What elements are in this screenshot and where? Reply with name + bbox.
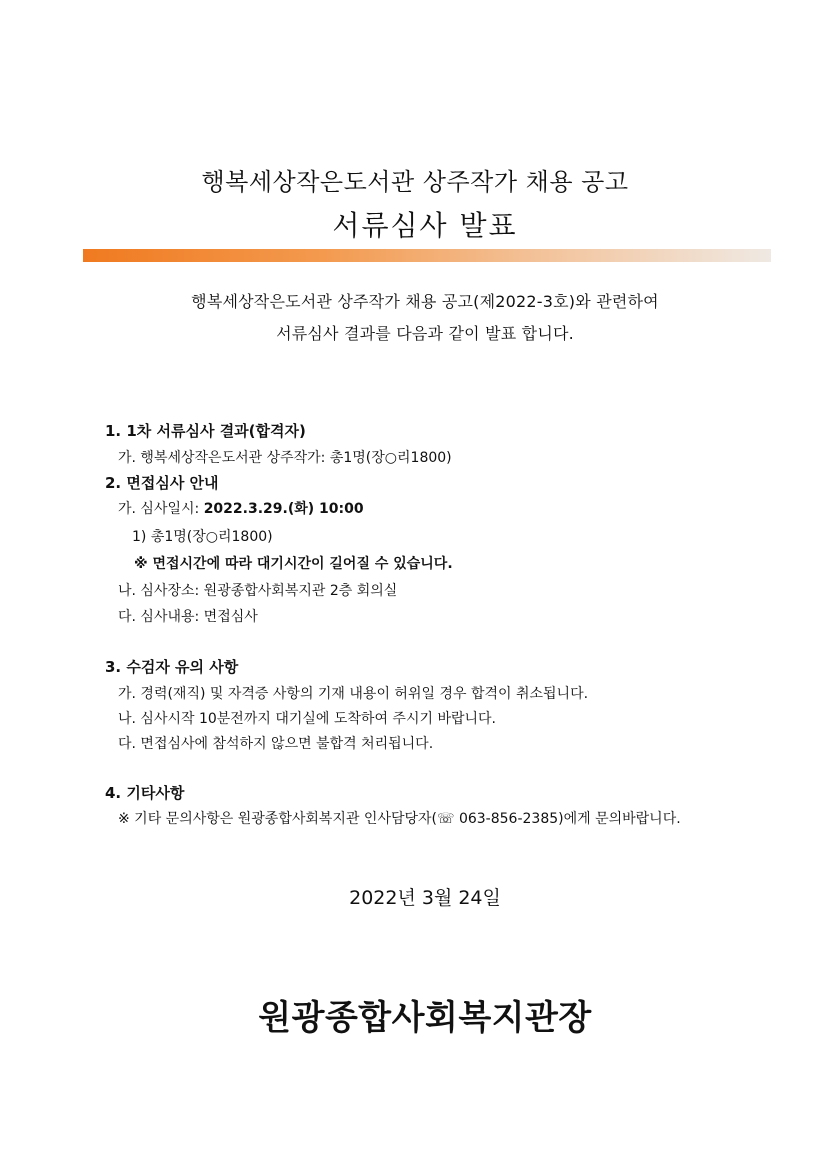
section-1-heading: 1. 1차 서류심사 결과(합격자) (105, 422, 306, 440)
page-subtitle: 서류심사 발표 (332, 209, 518, 242)
section-3-item-na: 나. 심사시작 10분전까지 대기실에 도착하여 주시기 바랍니다. (118, 711, 496, 727)
announcement-date: 2022년 3월 24일 (349, 887, 501, 909)
section-2-heading: 2. 면접심사 안내 (105, 474, 219, 492)
section-1-item-ga: 가. 행복세상작은도서관 상주작가: 총1명(장○리1800) (118, 450, 452, 466)
section-2-note: ※ 면접시간에 따라 대기시간이 길어질 수 있습니다. (134, 556, 453, 572)
intro-line-2: 서류심사 결과를 다음과 같이 발표 합니다. (276, 324, 574, 343)
signer-name: 원광종합사회복지관장 (258, 998, 592, 1038)
intro-line-1: 행복세상작은도서관 상주작가 채용 공고(제2022-3호)와 관련하여 (191, 292, 659, 311)
interview-datetime-value: 2022.3.29.(화) 10:00 (203, 501, 364, 517)
page-title: 행복세상작은도서관 상주작가 채용 공고 (201, 168, 629, 196)
section-2-item-ga (118, 498, 364, 518)
section-4-item: ※ 기타 문의사항은 원광종합사회복지관 인사담당자(☏ 063-856-2385)에게 문의바랍니다. (118, 811, 681, 827)
interview-datetime-label: 가. 심사일시: (118, 501, 204, 517)
section-4-heading: 4. 기타사항 (105, 784, 185, 802)
section-2-sub-1: 1) 총1명(장○리1800) (132, 529, 273, 545)
accent-divider-bar (83, 249, 771, 262)
section-2-item-na: 나. 심사장소: 원광종합사회복지관 2층 회의실 (118, 583, 398, 599)
section-3-heading: 3. 수검자 유의 사항 (105, 658, 239, 676)
section-3-item-da: 다. 면접심사에 참석하지 않으면 불합격 처리됩니다. (118, 736, 434, 752)
section-3-item-ga: 가. 경력(재직) 및 자격증 사항의 기재 내용이 허위일 경우 합격이 취소됩니다. (118, 686, 589, 702)
section-2-item-da: 다. 심사내용: 면접심사 (118, 609, 258, 625)
